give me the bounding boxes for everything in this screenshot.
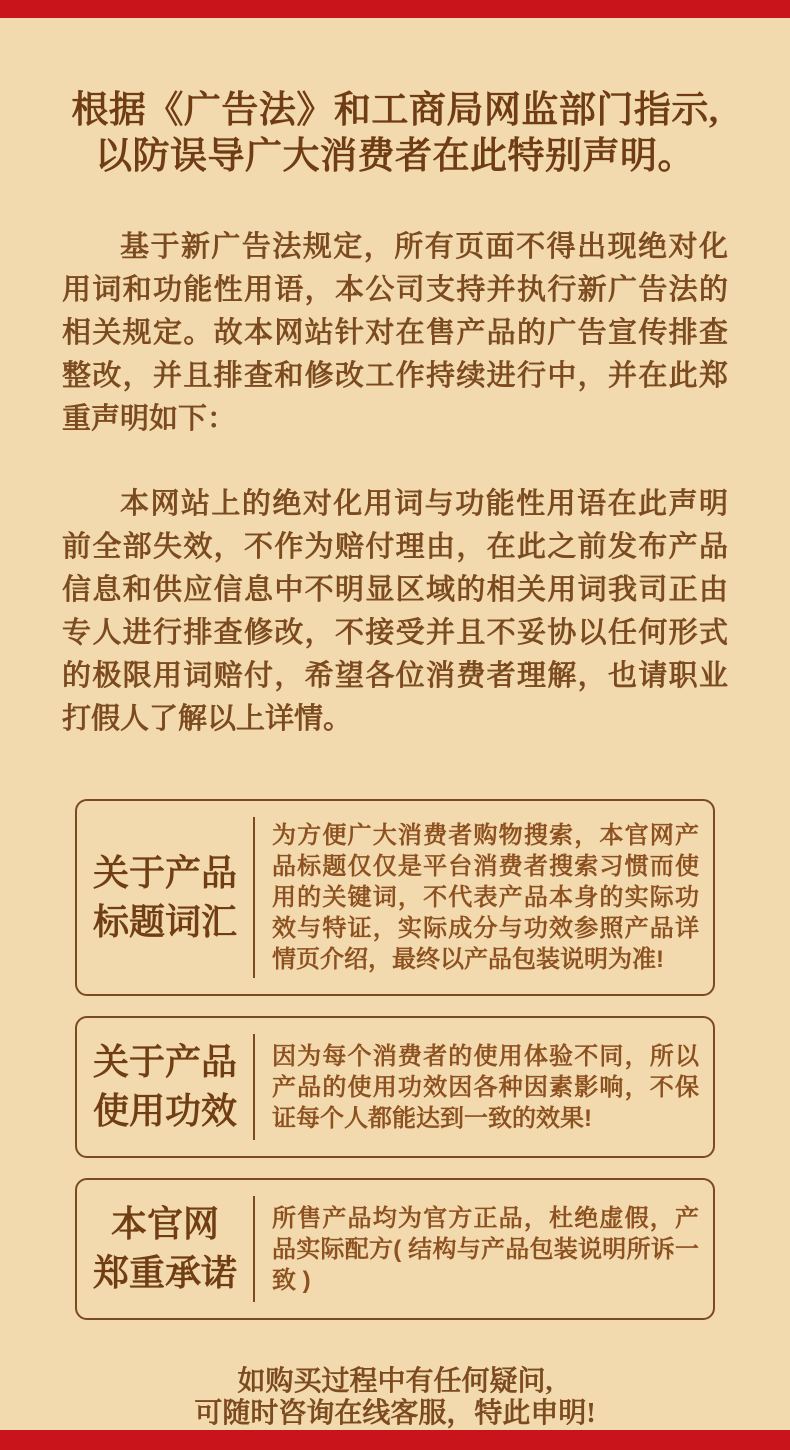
declaration-paragraph-1: 基于新广告法规定，所有页面不得出现绝对化用词和功能性用语，本公司支持并执行新广告法的相关规定。故本网站针对在售产品的广告宣传排查整改，并且排查和修改工作持续进行中，并在此郑重声明如下： xyxy=(62,231,728,435)
box-label-official-promise xyxy=(77,1180,253,1318)
top-red-bar xyxy=(0,0,790,18)
box-label-line-2: 郑重承诺 xyxy=(92,1253,237,1293)
box-text-product-effect: 因为每个消费者的使用体验不同，所以产品的使用功效因各种因素影响，不保证每个人都能达到一致的效果! xyxy=(272,1042,699,1132)
notice-box-list xyxy=(75,799,715,1340)
box-text-official-promise: 所售产品均为官方正品，杜绝虚假，产品实际配方( 结构与产品包装说明所诉一致 ) xyxy=(272,1204,699,1294)
box-label-line-2: 标题词汇 xyxy=(92,901,237,942)
declaration-paragraph-2: 本网站上的绝对化用词与功能性用语在此声明前全部失效，不作为赔付理由，在此之前发布产品信息和供应信息中不明显区域的相关用词我司正由专人进行排查修改，不接受并且不妥协以任何形式的极限用词赔付，希望各位消费者理解，也请职业打假人了解以上详情。 xyxy=(62,488,728,735)
notice-box-product-effect xyxy=(75,1016,715,1158)
box-label-line-1: 本官网 xyxy=(110,1204,219,1244)
statement-title xyxy=(0,88,790,180)
footer-note-line-1: 如购买过程中有任何疑问, xyxy=(237,1366,553,1397)
box-label-product-title xyxy=(77,801,253,994)
page-content xyxy=(0,18,790,1430)
footer-note xyxy=(0,1366,790,1430)
box-label-line-1: 关于产品 xyxy=(92,852,237,893)
statement-title-line-2: 以防误导广大消费者在此特别声明。 xyxy=(95,136,695,177)
footer-note-line-2: 可随时咨询在线客服，特此申明! xyxy=(194,1398,596,1429)
notice-box-product-title xyxy=(75,799,715,996)
notice-box-official-promise xyxy=(75,1178,715,1320)
box-text-product-title: 为方便广大消费者购物搜索，本官网产品标题仅仅是平台消费者搜索习惯而使用的关键词，不代表产品本身的实际功效与特证，实际成分与功效参照产品详情页介绍，最终以产品包装说明为准! xyxy=(272,822,699,973)
bottom-red-bar xyxy=(0,1430,790,1450)
box-label-product-effect xyxy=(77,1018,253,1156)
statement-title-line-1: 根据《广告法》和工商局网监部门指示, xyxy=(71,90,719,131)
box-label-line-2: 使用功效 xyxy=(92,1091,237,1131)
box-label-line-1: 关于产品 xyxy=(92,1042,237,1082)
